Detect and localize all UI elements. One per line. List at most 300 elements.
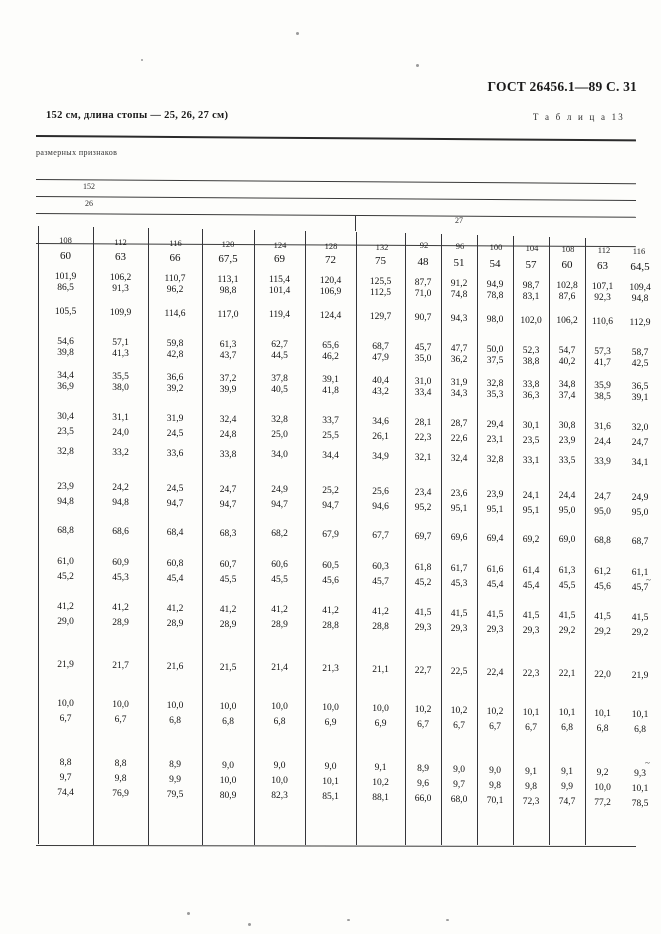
table-cell: 98,8: [219, 285, 237, 296]
table-cell: 60,5: [322, 561, 339, 572]
table-cell: 45,2: [57, 572, 74, 582]
table-cell: 45,4: [486, 579, 504, 590]
table-cell: 41,5: [594, 612, 611, 623]
table-cell: 45,4: [166, 573, 184, 584]
table-cell: 21,6: [166, 661, 184, 672]
table-cell: 95,2: [414, 502, 432, 513]
table-cell: 61,8: [414, 562, 432, 573]
table-cell: 36,6: [166, 372, 184, 383]
table-cell: 23,9: [57, 482, 74, 492]
table-cell: 88,1: [372, 793, 389, 804]
table-cell: 43,2: [372, 387, 389, 398]
group-divider: [355, 216, 356, 231]
table-cell: 60: [561, 259, 573, 272]
table-cell: 39,8: [57, 348, 74, 358]
table-cell: 41,5: [631, 613, 649, 624]
table-cell: 6,7: [417, 719, 429, 730]
table-bottom-rule: [36, 845, 636, 847]
table-cell: 38,8: [522, 356, 540, 367]
table-cell: 6,7: [525, 722, 537, 733]
table-cell: 28,9: [271, 620, 288, 631]
table-cell: 34,4: [57, 371, 74, 381]
table-cell: 41,2: [57, 602, 74, 612]
column-header: 96: [455, 241, 465, 251]
column-header: 112: [597, 245, 611, 255]
table-cell: 68,2: [271, 529, 288, 540]
table-cell: 61,4: [522, 565, 540, 576]
table-cell: 29,2: [558, 626, 576, 637]
table-cell: 51: [453, 256, 465, 269]
table-cell: 101,4: [268, 286, 291, 297]
table-cell: 28,7: [450, 418, 468, 429]
table-cell: 23,1: [486, 434, 504, 445]
table-cell: 69,6: [450, 532, 468, 543]
table-cell: 65,6: [322, 341, 339, 352]
table-cell: 69: [274, 253, 285, 266]
table-cell: 41,2: [219, 604, 237, 615]
table-cell: 10,0: [271, 776, 288, 787]
table-cell: 24,8: [219, 429, 237, 440]
table-cell: 107,1: [591, 282, 614, 293]
table-cell: 106,2: [556, 316, 578, 327]
table-cell: 24,1: [522, 490, 540, 501]
table-cell: 102,0: [520, 315, 542, 326]
table-cell: 28,8: [372, 622, 389, 633]
table-cell: 6,7: [59, 714, 72, 724]
table-cell: 35,9: [594, 381, 611, 392]
table-cell: 45,2: [414, 577, 432, 588]
table-cell: 78,8: [486, 290, 504, 301]
table-cell: 40,2: [558, 357, 576, 368]
table-cell: 8,8: [59, 758, 72, 768]
table-cell: 32,0: [631, 423, 649, 434]
table-cell: 6,8: [561, 723, 573, 734]
table-cell: 9,7: [453, 779, 465, 790]
table-cell: 22,5: [450, 666, 468, 677]
table-cell: 28,8: [322, 621, 339, 632]
table-cell: 60,9: [112, 557, 129, 568]
table-cell: 95,0: [558, 506, 576, 517]
table-cell: 41,2: [322, 606, 339, 617]
table-cell: 29,3: [450, 623, 468, 634]
table-cell: 34,0: [271, 450, 288, 461]
table-cell: 94,8: [57, 497, 74, 507]
table-cell: 23,5: [57, 427, 74, 437]
table-cell: 8,9: [169, 759, 181, 770]
table-cell: 61,3: [558, 566, 576, 577]
table-cell: 45,6: [594, 582, 611, 593]
table-cell: 45,5: [558, 581, 576, 592]
table-cell: 21,1: [372, 665, 389, 676]
table-cell: 94,8: [631, 294, 649, 305]
table-cell: 31,0: [414, 376, 432, 387]
table-cell: 6,8: [634, 725, 646, 736]
table-cell: 61,1: [631, 568, 649, 579]
table-cell: 106,9: [319, 287, 342, 298]
table-cell: 124,4: [319, 311, 342, 322]
table-cell: 32,8: [271, 415, 288, 426]
group-rule-sizes: [36, 213, 636, 218]
table-cell: 23,5: [522, 435, 540, 446]
table-cell: 31,9: [166, 413, 184, 424]
table-cell: 52,3: [522, 345, 540, 356]
table-cell: 78,5: [631, 799, 649, 810]
table-cell: 95,1: [522, 505, 540, 516]
table-cell: 21,9: [57, 660, 74, 670]
table-cell: 8,8: [114, 758, 127, 769]
table-cell: 75: [375, 255, 386, 268]
table-cell: 25,5: [322, 431, 339, 442]
table-cell: 59,8: [166, 338, 184, 349]
table-cell: 102,8: [556, 281, 578, 292]
table-cell: 45,6: [322, 576, 339, 587]
table-cell: 9,0: [222, 760, 234, 771]
table-cell: 21,5: [219, 662, 237, 673]
table-cell: 24,2: [112, 482, 129, 493]
table-cell: 68,3: [219, 528, 237, 539]
table-cell: 24,4: [594, 437, 611, 448]
table-cell: 94,7: [322, 501, 339, 512]
table-cell: 47,7: [450, 343, 468, 354]
table-cell: 6,7: [453, 720, 465, 731]
table-cell: 33,1: [522, 455, 540, 466]
group-rule-top: [36, 179, 636, 184]
group-label-27: 27: [455, 216, 463, 225]
table-cell: 10,0: [112, 699, 129, 710]
table-cell: 68,7: [372, 342, 389, 353]
table-cell: 95,0: [631, 508, 649, 519]
table-cell: 74,4: [57, 788, 74, 798]
table-cell: 6,8: [169, 715, 181, 726]
table-cell: 33,8: [219, 449, 237, 460]
column-header: 116: [169, 238, 182, 248]
table-cell: 45,7: [631, 583, 649, 594]
table-cell: 34,8: [558, 380, 576, 391]
table-cell: 10,1: [558, 708, 576, 719]
table-cell: 28,1: [414, 417, 432, 428]
table-cell: 42,5: [631, 359, 649, 370]
table-cell: 10,1: [631, 784, 649, 795]
column-header: 92: [419, 240, 429, 250]
table-cell: 9,9: [169, 774, 181, 785]
table-cell: 9,3: [634, 769, 646, 780]
table-cell: 36,9: [57, 382, 74, 392]
table-cell: 63: [597, 260, 608, 273]
table-cell: 91,3: [112, 283, 129, 294]
table-cell: 33,8: [522, 379, 540, 390]
table-cell: 38,0: [112, 382, 129, 393]
table-cell: 61,0: [57, 557, 74, 567]
table-cell: 39,9: [219, 384, 237, 395]
table-cell: 61,6: [486, 564, 504, 575]
table-cell: 10,1: [322, 777, 339, 788]
table-cell: 34,9: [372, 452, 389, 463]
table-cell: 106,2: [109, 272, 132, 283]
table-cell: 68,6: [112, 526, 129, 537]
table-cell: 9,0: [324, 762, 337, 773]
column-header: 112: [114, 237, 127, 247]
table-cell: 109,4: [629, 283, 651, 294]
table-cell: 26,1: [372, 432, 389, 443]
table-cell: 94,7: [271, 500, 288, 511]
table-cell: 41,5: [450, 608, 468, 619]
table-cell: 47,9: [372, 353, 389, 364]
table-cell: 129,7: [369, 312, 392, 323]
table-cell: 110,7: [164, 273, 186, 284]
table-cell: 39,1: [631, 393, 649, 404]
table-cell: 48: [417, 255, 429, 268]
column-header: 124: [273, 240, 287, 250]
table-cell: 66: [169, 251, 181, 264]
table-cell: 22,0: [594, 670, 611, 681]
table-cell: 29,3: [414, 622, 432, 633]
scan-speck: [141, 59, 143, 61]
table-cell: 9,8: [489, 780, 501, 791]
table-cell: 112,5: [369, 288, 392, 299]
table-cell: 32,4: [450, 453, 468, 464]
table-cell: 9,9: [561, 782, 573, 793]
table-cell: 41,5: [522, 610, 540, 621]
table-cell: 35,0: [414, 353, 432, 364]
table-cell: 33,4: [414, 387, 432, 398]
table-cell: 23,9: [558, 436, 576, 447]
table-cell: 41,5: [558, 611, 576, 622]
table-cell: 94,6: [372, 502, 389, 513]
table-cell: 9,7: [59, 773, 72, 783]
table-cell: 21,7: [112, 660, 129, 671]
table-cell: 46,2: [322, 352, 339, 363]
table-cell: 10,0: [594, 783, 611, 794]
table-cell: 40,4: [372, 376, 389, 387]
table-cell: 34,4: [322, 451, 339, 462]
table-cell: 43,7: [219, 350, 237, 361]
table-cell: 69,4: [486, 533, 504, 544]
table-cell: 96,2: [166, 284, 184, 295]
table-number-label: Т а б л и ц а 13: [532, 112, 625, 122]
table-cell: 45,7: [414, 342, 432, 353]
column-header: 100: [489, 242, 503, 252]
table-cell: 9,8: [525, 781, 537, 792]
table-cell: 42,8: [166, 349, 184, 360]
table-cell: 22,1: [558, 669, 576, 680]
table-cell: 10,1: [631, 710, 649, 721]
table-cell: 112,9: [629, 318, 651, 329]
table-cell: 9,0: [453, 764, 465, 775]
table-cell: 31,9: [450, 377, 468, 388]
column-header: 120: [221, 239, 235, 249]
table-cell: 24,0: [112, 427, 129, 438]
table-cell: 25,0: [271, 430, 288, 441]
table-cell: 41,2: [372, 607, 389, 618]
table-cell: 9,0: [489, 765, 501, 776]
table-cell: 9,8: [114, 773, 127, 784]
table-cell: 61,7: [450, 563, 468, 574]
table-cell: 29,4: [486, 419, 504, 430]
table-cell: 114,6: [164, 308, 186, 319]
table-cell: 91,2: [450, 278, 468, 289]
table-cell: 6,8: [273, 717, 286, 728]
table-cell: 10,2: [486, 706, 504, 717]
table-cell: 30,8: [558, 421, 576, 432]
table-cell: 24,9: [271, 485, 288, 496]
table-cell: 21,9: [631, 671, 649, 682]
table-cell: 31,1: [112, 412, 129, 423]
table-cell: 23,4: [414, 487, 432, 498]
table-cell: 6,8: [596, 724, 609, 735]
table-cell: 35,5: [112, 371, 129, 382]
table-cell: 72,3: [522, 796, 540, 807]
table-cell: 45,3: [450, 578, 468, 589]
table-cell: 24,5: [166, 428, 184, 439]
scan-speck: [416, 64, 419, 67]
table-cell: 10,0: [372, 704, 389, 715]
table-cell: 33,7: [322, 416, 339, 427]
table-cell: 6,9: [374, 719, 387, 730]
table-cell: 68,8: [57, 526, 74, 536]
table-cell: 10,0: [219, 775, 237, 786]
table-cell: 9,6: [417, 778, 429, 789]
table-cell: 76,9: [112, 788, 129, 799]
table-cell: 30,4: [57, 412, 74, 422]
table-cell: 34,1: [631, 458, 649, 469]
table-cell: 32,8: [57, 447, 74, 457]
table-cell: 32,1: [414, 452, 432, 463]
table-cell: 34,6: [372, 417, 389, 428]
table-cell: 110,6: [591, 317, 614, 328]
table-cell: 69,0: [558, 535, 576, 546]
table-cell: 29,0: [57, 617, 74, 627]
table-cell: 80,9: [219, 790, 237, 801]
table-cell: 85,1: [322, 792, 339, 803]
table-cell: 109,9: [109, 307, 132, 318]
table-cell: 30,1: [522, 420, 540, 431]
table-cell: 36,2: [450, 354, 468, 365]
table-cell: 74,8: [450, 289, 468, 300]
table-cell: 60: [60, 250, 71, 262]
table-cell: 9,1: [525, 766, 537, 777]
table-cell: 86,5: [57, 283, 74, 293]
table-cell: 29,2: [631, 628, 649, 639]
table-cell: 22,3: [522, 668, 540, 679]
table-cell: 24,4: [558, 491, 576, 502]
table-cell: 57,3: [594, 347, 611, 358]
table-cell: 60,8: [166, 558, 184, 569]
table-cell: 33,2: [112, 447, 129, 458]
table-cell: 35,3: [486, 389, 504, 400]
table-cell: 68,4: [166, 527, 184, 538]
table-cell: 10,0: [322, 703, 339, 714]
table-cell: 45,7: [372, 577, 389, 588]
table-cell: 94,7: [166, 498, 184, 509]
column-header: 108: [59, 235, 72, 245]
table-cell: 105,5: [54, 307, 77, 317]
table-cell: 24,7: [594, 492, 611, 503]
table-cell: 74,7: [558, 797, 576, 808]
table-cell: 10,2: [372, 778, 389, 789]
table-cell: 94,8: [112, 497, 129, 508]
column-header: 108: [561, 244, 575, 254]
table-cell: 10,2: [414, 704, 432, 715]
table-cell: 57,1: [112, 337, 129, 348]
table-cell: 10,0: [219, 701, 237, 712]
table-cell: 41,5: [486, 609, 504, 620]
table-cell: 22,6: [450, 433, 468, 444]
table-cell: 45,5: [219, 574, 237, 585]
table-cell: 44,5: [271, 351, 288, 362]
table-cell: 33,5: [558, 456, 576, 467]
table-cell: 24,7: [219, 484, 237, 495]
table-cell: 38,5: [594, 392, 611, 403]
table-cell: 101,9: [54, 272, 77, 282]
table-cell: 95,0: [594, 507, 611, 518]
table-cell: 98,7: [522, 280, 540, 291]
table-cell: 37,4: [558, 391, 576, 402]
table-cell: 120,4: [319, 276, 342, 287]
table-cell: 33,9: [594, 457, 611, 468]
table-cell: 54: [489, 257, 501, 270]
table-cell: 10,1: [522, 707, 540, 718]
scan-speck: [248, 923, 251, 926]
table-cell: 58,7: [631, 348, 649, 359]
table-cell: 39,1: [322, 375, 339, 386]
table-cell: 87,7: [414, 277, 432, 288]
table-cell: 39,2: [166, 383, 184, 394]
table-cell: 68,8: [594, 536, 611, 547]
table-cell: 23,6: [450, 488, 468, 499]
table-cell: 6,9: [324, 718, 337, 729]
column-header: 116: [632, 246, 646, 256]
table-cell: 71,0: [414, 288, 432, 299]
table-cell: 72: [325, 254, 336, 267]
table-cell: 37,2: [219, 373, 237, 384]
table-cell: 36,5: [631, 382, 649, 393]
table-cell: 45,5: [271, 575, 288, 586]
table-cell: 79,5: [166, 789, 184, 800]
table-cell: 77,2: [594, 798, 611, 809]
scan-speck: [446, 919, 449, 921]
table-cell: 6,8: [222, 716, 234, 727]
table-cell: 8,9: [417, 763, 429, 774]
table-cell: 82,3: [271, 791, 288, 802]
table-cell: 69,2: [522, 534, 540, 545]
group-label-152: 152: [83, 182, 95, 191]
table-cell: 23,9: [486, 489, 504, 500]
table-cell: 29,3: [486, 624, 504, 635]
table-cell: 45,4: [522, 580, 540, 591]
scan-speck: [187, 912, 190, 915]
table-cell: 33,6: [166, 448, 184, 459]
table-cell: 117,0: [217, 309, 239, 320]
table-cell: 9,1: [374, 763, 387, 774]
table-cell: 22,7: [414, 665, 432, 676]
table-cell: 41,5: [414, 607, 432, 618]
table-cell: 10,0: [57, 699, 74, 709]
table-cell: 28,9: [166, 618, 184, 629]
table-cell: 66,0: [414, 793, 432, 804]
table-cell: 24,5: [166, 483, 184, 494]
table-cell: 61,3: [219, 339, 237, 350]
table-cell: 25,6: [372, 487, 389, 498]
table-cell: 67,9: [322, 530, 339, 541]
table-cell: 9,1: [561, 767, 573, 778]
scan-artifact-dash: ~: [645, 758, 650, 768]
scan-speck: [347, 919, 350, 921]
table-cell: 125,5: [369, 277, 392, 288]
table-cell: 9,0: [273, 761, 286, 772]
table-cell: 64,5: [630, 261, 650, 274]
table-cell: 22,3: [414, 432, 432, 443]
table-cell: 10,2: [450, 705, 468, 716]
